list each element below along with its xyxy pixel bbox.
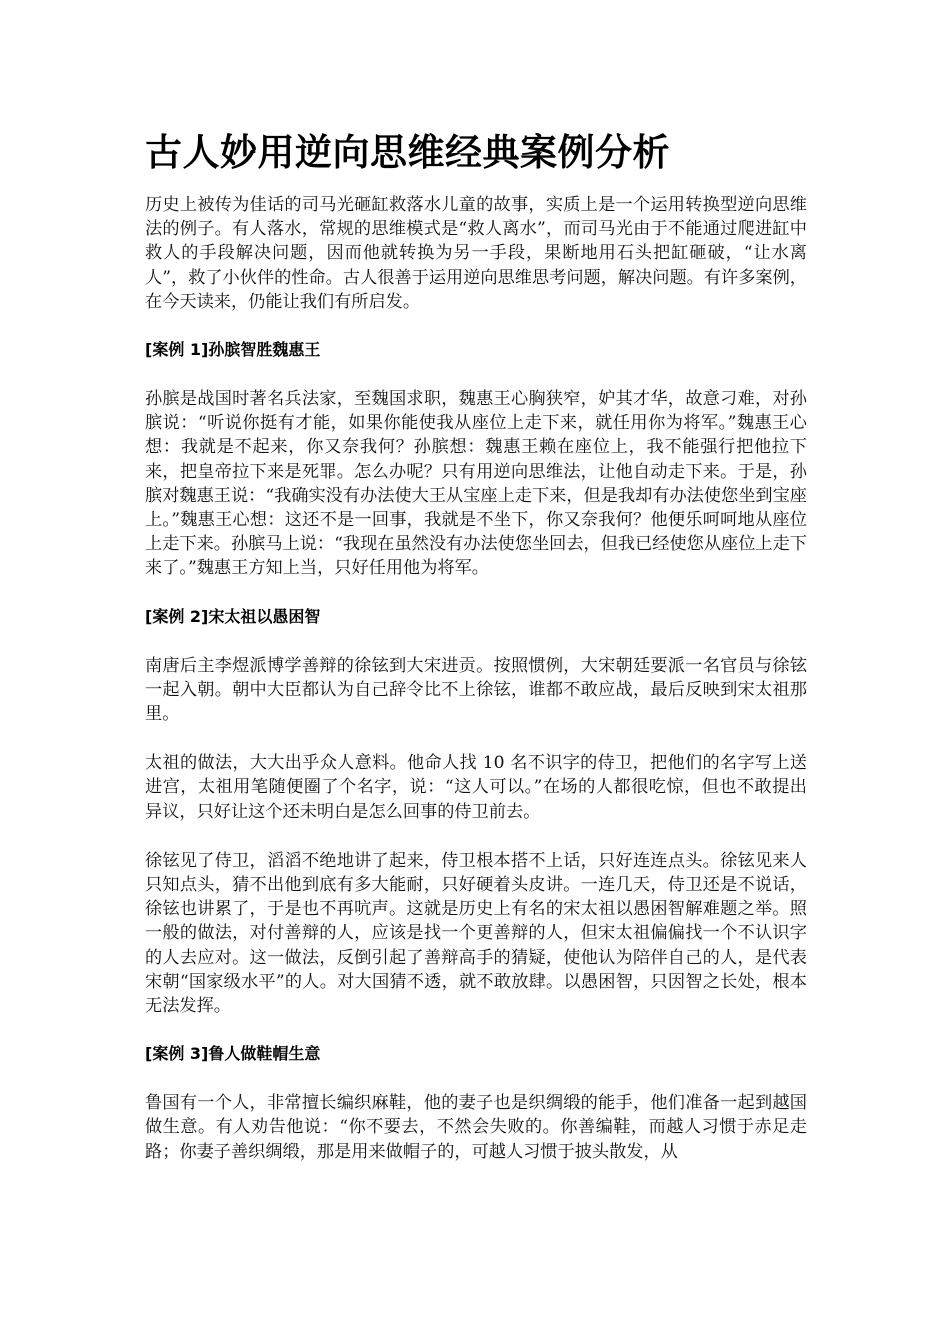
document-title: 古人妙用逆向思维经典案例分析 xyxy=(145,131,670,174)
case-3-paragraph: 鲁国有一个人，非常擅长编织麻鞋，他的妻子也是织绸缎的能手，他们准备一起到越国做生意。有人劝告他说：“你不要去，不然会失败的。你善编鞋，而越人习惯于赤足走路；你妻子善织绸缎，那是用来做帽子的，可越人习惯于披头散发，从 xyxy=(145,1093,807,1162)
case-2-paragraph-1: 南唐后主李煜派博学善辩的徐铉到大宋进贡。按照惯例，大宋朝廷要派一名官员与徐铉一起入朝。朝中大臣都认为自己辞令比不上徐铉，谁都不敢应战，最后反映到宋太祖那里。 xyxy=(145,655,807,725)
intro-paragraph: 历史上被传为佳话的司马光砸缸救落水儿童的故事，实质上是一个运用转换型逆向思维法的例子。有人落水，常规的思维模式是“救人离水”，而司马光由于不能通过爬进缸中救人的手段解决问题，因而他就转换为另一手段，果断地用石头把缸砸破，“让水离人”，救了小伙伴的性命。古人很善于运用逆向思维思考问题，解决问题。有许多案例，在今天读来，仍能让我们有所启发。 xyxy=(145,195,807,312)
case-1-heading: [案例 1]孙膑智胜魏惠王 xyxy=(145,340,321,360)
case-2-paragraph-2: 太祖的做法，大大出乎众人意料。他命人找 10 名不识字的侍卫，把他们的名字写上送进宫，太祖用笔随便圈了个名字，说：“这人可以。”在场的人都很吃惊，但也不敢提出异议，只好让这个还未明白是怎么回事的侍卫前去。 xyxy=(145,753,807,822)
case-2-paragraph-3: 徐铉见了侍卫，滔滔不绝地讲了起来，侍卫根本搭不上话，只好连连点头。徐铉见来人只知点头，猜不出他到底有多大能耐，只好硬着头皮讲。一连几天，侍卫还是不说话，徐铉也讲累了，于是也不再吭声。这就是历史上有名的宋太祖以愚困智解难题之举。照一般的做法，对付善辩的人，应该是找一个更善辩的人，但宋太祖偏偏找一个不认识字的人去应对。这一做法，反倒引起了善辩高手的猜疑，使他认为陪伴自己的人，是代表宋朝“国家级水平”的人。对大国猜不透，就不敢放肆。以愚困智，只因智之长处，根本无法发挥。 xyxy=(145,850,807,1017)
document-page xyxy=(145,0,807,1164)
case-3-heading: [案例 3]鲁人做鞋帽生意 xyxy=(145,1044,321,1064)
case-1-paragraph: 孙膑是战国时著名兵法家，至魏国求职，魏惠王心胸狭窄，妒其才华，故意刁难，对孙膑说：“听说你挺有才能，如果你能使我从座位上走下来，就任用你为将军。”魏惠王心想：我就是不起来，你又奈我何？孙膑想：魏惠王赖在座位上，我不能强行把他拉下来，把皇帝拉下来是死罪。怎么办呢？只有用逆向思维法，让他自动走下来。于是，孙膑对魏惠王说：“我确实没有办法使大王从宝座上走下来，但是我却有办法使您坐到宝座上。”魏惠王心想：这还不是一回事，我就是不坐下，你又奈我何？他便乐呵呵地从座位上走下来。孙膑马上说：“我现在虽然没有办法使您坐回去，但我已经使您从座位上走下来了。”魏惠王方知上当，只好任用他为将军。 xyxy=(145,389,807,579)
case-2-heading: [案例 2]宋太祖以愚困智 xyxy=(145,606,321,626)
